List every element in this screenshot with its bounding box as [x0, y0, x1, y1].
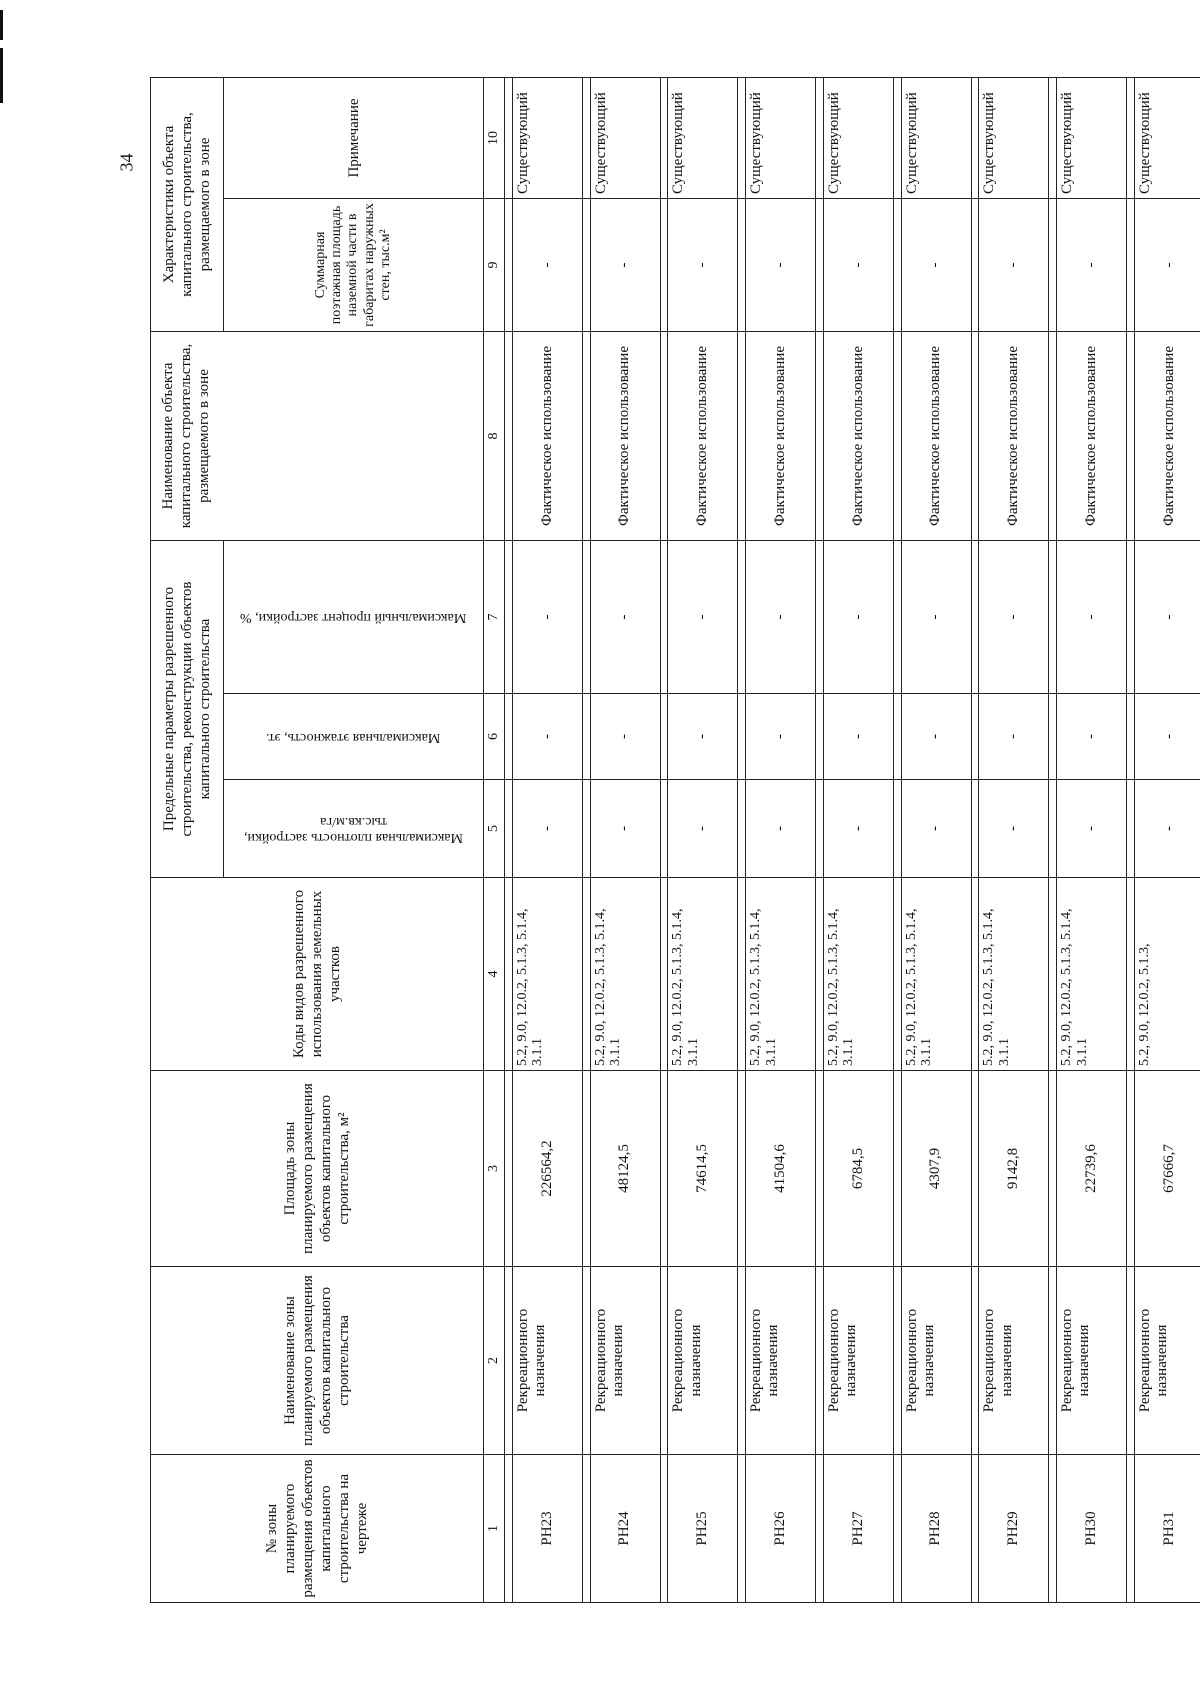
- separator-cell: [582, 199, 590, 332]
- cell-zone-name: Рекреационного назначения: [590, 1267, 660, 1455]
- separator-cell: [582, 1455, 590, 1603]
- header-object-name: Наименование объекта капитального строительства, размещаемого в зоне: [151, 332, 484, 541]
- cell-note: Существующий: [746, 77, 816, 198]
- table-row: [823, 77, 893, 1602]
- separator-cell: [660, 1455, 668, 1603]
- cell-zone-number: РН25: [668, 1455, 738, 1603]
- cell-zone-name: Рекреационного назначения: [1134, 1267, 1200, 1455]
- cell-max-percent: -: [823, 541, 893, 694]
- cell-max-percent: -: [1057, 541, 1127, 694]
- header-max-density: Максимальная плотность застройки, тыс.кв.м/га: [224, 780, 484, 878]
- column-number: 4: [484, 878, 505, 1071]
- separator-cell: [1049, 332, 1057, 541]
- separator-cell: [971, 77, 979, 198]
- cell-zone-name: Рекреационного назначения: [901, 1267, 971, 1455]
- cell-max-percent: -: [590, 541, 660, 694]
- cell-zone-number: РН24: [590, 1455, 660, 1603]
- cell-note: Существующий: [823, 77, 893, 198]
- table-row: [979, 77, 1049, 1602]
- cell-use-codes: 5.2, 9.0, 12.0.2, 5.1.3, 5.1.4, 3.1.1: [979, 878, 1049, 1071]
- cell-zone-name: Рекреационного назначения: [746, 1267, 816, 1455]
- separator-cell: [893, 332, 901, 541]
- header-use-codes: Коды видов разрешенного использования земельных участков: [151, 878, 484, 1071]
- cell-max-floors: -: [979, 694, 1049, 780]
- separator-cell: [971, 780, 979, 878]
- cell-max-floors: -: [590, 694, 660, 780]
- cell-zone-number: РН27: [823, 1455, 893, 1603]
- separator-cell: [582, 878, 590, 1071]
- separator-cell: [816, 694, 824, 780]
- cell-total-floor-area: -: [823, 199, 893, 332]
- cell-max-density: -: [512, 780, 582, 878]
- cell-use-codes: 5.2, 9.0, 12.0.2, 5.1.3, 5.1.4, 3.1.1: [823, 878, 893, 1071]
- separator-cell: [1049, 77, 1057, 198]
- table-row: [901, 77, 971, 1602]
- separator-cell: [582, 332, 590, 541]
- row-separator: [1127, 77, 1135, 1602]
- separator-cell: [660, 199, 668, 332]
- column-number: 8: [484, 332, 505, 541]
- cell-max-floors: -: [901, 694, 971, 780]
- column-number: 6: [484, 694, 505, 780]
- cell-zone-area: 67666,7: [1134, 1071, 1200, 1267]
- separator-cell: [505, 694, 513, 780]
- row-separator: [971, 77, 979, 1602]
- cell-use-codes: 5.2, 9.0, 12.0.2, 5.1.3, 5.1.4, 3.1.1: [668, 878, 738, 1071]
- separator-cell: [893, 878, 901, 1071]
- cell-zone-area: 74614,5: [668, 1071, 738, 1267]
- header-total-floor-area: Суммарная поэтажная площадь наземной части в габаритах наружных стен, тыс.м²: [224, 199, 484, 332]
- column-numbers-row: [484, 77, 505, 1602]
- separator-cell: [738, 541, 746, 694]
- cell-object-name: Фактическое использование: [979, 332, 1049, 541]
- column-number: 9: [484, 199, 505, 332]
- scan-edge-mark: [0, 10, 3, 40]
- separator-cell: [582, 541, 590, 694]
- cell-object-name: Фактическое использование: [746, 332, 816, 541]
- cell-object-name: Фактическое использование: [512, 332, 582, 541]
- separator-cell: [582, 780, 590, 878]
- separator-cell: [893, 1455, 901, 1603]
- separator-cell: [582, 1267, 590, 1455]
- separator-cell: [816, 332, 824, 541]
- separator-cell: [1049, 780, 1057, 878]
- separator-cell: [505, 1071, 513, 1267]
- cell-zone-area: 48124,5: [590, 1071, 660, 1267]
- separator-cell: [738, 1455, 746, 1603]
- separator-cell: [1127, 541, 1135, 694]
- cell-max-density: -: [590, 780, 660, 878]
- row-separator: [505, 77, 513, 1602]
- separator-cell: [738, 1071, 746, 1267]
- cell-note: Существующий: [1057, 77, 1127, 198]
- row-separator: [738, 77, 746, 1602]
- separator-cell: [1049, 199, 1057, 332]
- cell-note: Существующий: [979, 77, 1049, 198]
- cell-use-codes: 5.2, 9.0, 12.0.2, 5.1.3, 5.1.4, 3.1.1: [590, 878, 660, 1071]
- separator-cell: [505, 541, 513, 694]
- cell-use-codes: 5.2, 9.0, 12.0.2, 5.1.3, 5.1.4, 3.1.1: [1057, 878, 1127, 1071]
- separator-cell: [660, 878, 668, 1071]
- separator-cell: [1127, 1267, 1135, 1455]
- separator-cell: [971, 199, 979, 332]
- separator-cell: [971, 878, 979, 1071]
- column-number: 2: [484, 1267, 505, 1455]
- cell-max-density: -: [1057, 780, 1127, 878]
- separator-cell: [738, 332, 746, 541]
- separator-cell: [505, 1455, 513, 1603]
- cell-max-floors: -: [746, 694, 816, 780]
- cell-note: Существующий: [512, 77, 582, 198]
- cell-object-name: Фактическое использование: [590, 332, 660, 541]
- cell-max-percent: -: [512, 541, 582, 694]
- cell-zone-area: 4307,9: [901, 1071, 971, 1267]
- header-object-characteristics: Характеристики объекта капитального строительства, размещаемого в зоне: [151, 77, 224, 331]
- cell-zone-name: Рекреационного назначения: [668, 1267, 738, 1455]
- cell-zone-area: 22739,6: [1057, 1071, 1127, 1267]
- separator-cell: [1127, 780, 1135, 878]
- table-row: [512, 77, 582, 1602]
- cell-use-codes: 5.2, 9.0, 12.0.2, 5.1.3, 5.1.4, 3.1.1: [512, 878, 582, 1071]
- cell-object-name: Фактическое использование: [1134, 332, 1200, 541]
- cell-object-name: Фактическое использование: [668, 332, 738, 541]
- separator-cell: [505, 199, 513, 332]
- row-separator: [1049, 77, 1057, 1602]
- separator-cell: [1127, 199, 1135, 332]
- separator-cell: [816, 541, 824, 694]
- cell-zone-number: РН31: [1134, 1455, 1200, 1603]
- separator-cell: [893, 694, 901, 780]
- separator-cell: [738, 199, 746, 332]
- table-row: [746, 77, 816, 1602]
- separator-cell: [1127, 1455, 1135, 1603]
- separator-cell: [1127, 332, 1135, 541]
- separator-cell: [660, 1267, 668, 1455]
- cell-max-floors: -: [1134, 694, 1200, 780]
- separator-cell: [971, 1071, 979, 1267]
- separator-cell: [505, 878, 513, 1071]
- cell-object-name: Фактическое использование: [823, 332, 893, 541]
- separator-cell: [505, 780, 513, 878]
- separator-cell: [505, 332, 513, 541]
- cell-total-floor-area: -: [590, 199, 660, 332]
- separator-cell: [816, 199, 824, 332]
- separator-cell: [1049, 541, 1057, 694]
- separator-cell: [816, 77, 824, 198]
- row-separator: [582, 77, 590, 1602]
- row-separator: [816, 77, 824, 1602]
- separator-cell: [893, 1071, 901, 1267]
- cell-max-density: -: [746, 780, 816, 878]
- cell-zone-number: РН23: [512, 1455, 582, 1603]
- cell-total-floor-area: -: [1057, 199, 1127, 332]
- separator-cell: [971, 1455, 979, 1603]
- page-number: 34: [116, 153, 137, 172]
- separator-cell: [816, 878, 824, 1071]
- column-number: 5: [484, 780, 505, 878]
- separator-cell: [1049, 1267, 1057, 1455]
- separator-cell: [738, 878, 746, 1071]
- cell-zone-name: Рекреационного назначения: [512, 1267, 582, 1455]
- cell-max-floors: -: [512, 694, 582, 780]
- row-separator: [660, 77, 668, 1602]
- column-number: 7: [484, 541, 505, 694]
- separator-cell: [738, 694, 746, 780]
- rotated-table-container: [150, 78, 1200, 1603]
- cell-note: Существующий: [1134, 77, 1200, 198]
- cell-max-density: -: [668, 780, 738, 878]
- header-max-floors: Максимальная этажность, эт.: [224, 694, 484, 780]
- separator-cell: [971, 332, 979, 541]
- cell-total-floor-area: -: [668, 199, 738, 332]
- separator-cell: [660, 332, 668, 541]
- cell-zone-name: Рекреационного назначения: [1057, 1267, 1127, 1455]
- cell-object-name: Фактическое использование: [901, 332, 971, 541]
- separator-cell: [893, 541, 901, 694]
- header-note: Примечание: [224, 77, 484, 198]
- separator-cell: [1127, 1071, 1135, 1267]
- header-zone-area: Площадь зоны планируемого размещения объектов капитального строительства, м²: [151, 1071, 484, 1267]
- separator-cell: [816, 780, 824, 878]
- cell-zone-number: РН26: [746, 1455, 816, 1603]
- cell-zone-area: 9142,8: [979, 1071, 1049, 1267]
- header-zone-name: Наименование зоны планируемого размещения объектов капитального строительства: [151, 1267, 484, 1455]
- separator-cell: [816, 1071, 824, 1267]
- cell-max-floors: -: [823, 694, 893, 780]
- column-number: 10: [484, 77, 505, 198]
- separator-cell: [660, 1071, 668, 1267]
- row-separator: [893, 77, 901, 1602]
- cell-zone-name: Рекреационного назначения: [823, 1267, 893, 1455]
- table-row: [590, 77, 660, 1602]
- cell-max-percent: -: [668, 541, 738, 694]
- header-limit-params: Предельные параметры разрешенного строительства, реконструкции объектов капитального строительства: [151, 541, 224, 878]
- header-row-groups: [151, 77, 224, 1602]
- separator-cell: [971, 541, 979, 694]
- separator-cell: [971, 694, 979, 780]
- table-row: [1057, 77, 1127, 1602]
- separator-cell: [1049, 1071, 1057, 1267]
- separator-cell: [738, 780, 746, 878]
- cell-max-density: -: [823, 780, 893, 878]
- separator-cell: [660, 541, 668, 694]
- cell-max-percent: -: [746, 541, 816, 694]
- separator-cell: [738, 1267, 746, 1455]
- separator-cell: [1049, 1455, 1057, 1603]
- separator-cell: [1049, 878, 1057, 1071]
- cell-use-codes: 5.2, 9.0, 12.0.2, 5.1.3, 5.1.4, 3.1.1: [746, 878, 816, 1071]
- column-number: 1: [484, 1455, 505, 1603]
- separator-cell: [893, 1267, 901, 1455]
- header-max-percent: Максимальный процент застройки, %: [224, 541, 484, 694]
- cell-total-floor-area: -: [746, 199, 816, 332]
- separator-cell: [505, 1267, 513, 1455]
- cell-max-percent: -: [901, 541, 971, 694]
- zones-table: [150, 77, 1200, 1603]
- separator-cell: [971, 1267, 979, 1455]
- cell-total-floor-area: -: [901, 199, 971, 332]
- cell-total-floor-area: -: [512, 199, 582, 332]
- table-row: [668, 77, 738, 1602]
- column-number: 3: [484, 1071, 505, 1267]
- cell-total-floor-area: -: [1134, 199, 1200, 332]
- separator-cell: [1049, 694, 1057, 780]
- cell-zone-number: РН28: [901, 1455, 971, 1603]
- separator-cell: [738, 77, 746, 198]
- separator-cell: [660, 780, 668, 878]
- cell-zone-number: РН29: [979, 1455, 1049, 1603]
- cell-note: Существующий: [901, 77, 971, 198]
- cell-zone-name: Рекреационного назначения: [979, 1267, 1049, 1455]
- cell-zone-area: 41504,6: [746, 1071, 816, 1267]
- cell-max-density: -: [1134, 780, 1200, 878]
- cell-max-density: -: [979, 780, 1049, 878]
- cell-max-density: -: [901, 780, 971, 878]
- header-zone-number: № зоны планируемого размещения объектов капитального строительства на чертеже: [151, 1455, 484, 1603]
- cell-use-codes: 5.2, 9.0, 12.0.2, 5.1.3,: [1134, 878, 1200, 1071]
- scan-edge-mark: [0, 48, 3, 103]
- separator-cell: [582, 1071, 590, 1267]
- separator-cell: [660, 694, 668, 780]
- cell-max-floors: -: [1057, 694, 1127, 780]
- cell-max-floors: -: [668, 694, 738, 780]
- cell-max-percent: -: [1134, 541, 1200, 694]
- separator-cell: [582, 694, 590, 780]
- cell-total-floor-area: -: [979, 199, 1049, 332]
- separator-cell: [816, 1267, 824, 1455]
- cell-use-codes: 5.2, 9.0, 12.0.2, 5.1.3, 5.1.4, 3.1.1: [901, 878, 971, 1071]
- cell-zone-area: 226564,2: [512, 1071, 582, 1267]
- cell-note: Существующий: [590, 77, 660, 198]
- table-row: [1134, 77, 1200, 1602]
- separator-cell: [893, 77, 901, 198]
- separator-cell: [660, 77, 668, 198]
- separator-cell: [816, 1455, 824, 1603]
- separator-cell: [893, 780, 901, 878]
- cell-object-name: Фактическое использование: [1057, 332, 1127, 541]
- cell-zone-number: РН30: [1057, 1455, 1127, 1603]
- cell-note: Существующий: [668, 77, 738, 198]
- separator-cell: [1127, 77, 1135, 198]
- cell-max-percent: -: [979, 541, 1049, 694]
- cell-zone-area: 6784,5: [823, 1071, 893, 1267]
- separator-cell: [1127, 878, 1135, 1071]
- separator-cell: [1127, 694, 1135, 780]
- separator-cell: [505, 77, 513, 198]
- separator-cell: [893, 199, 901, 332]
- separator-cell: [582, 77, 590, 198]
